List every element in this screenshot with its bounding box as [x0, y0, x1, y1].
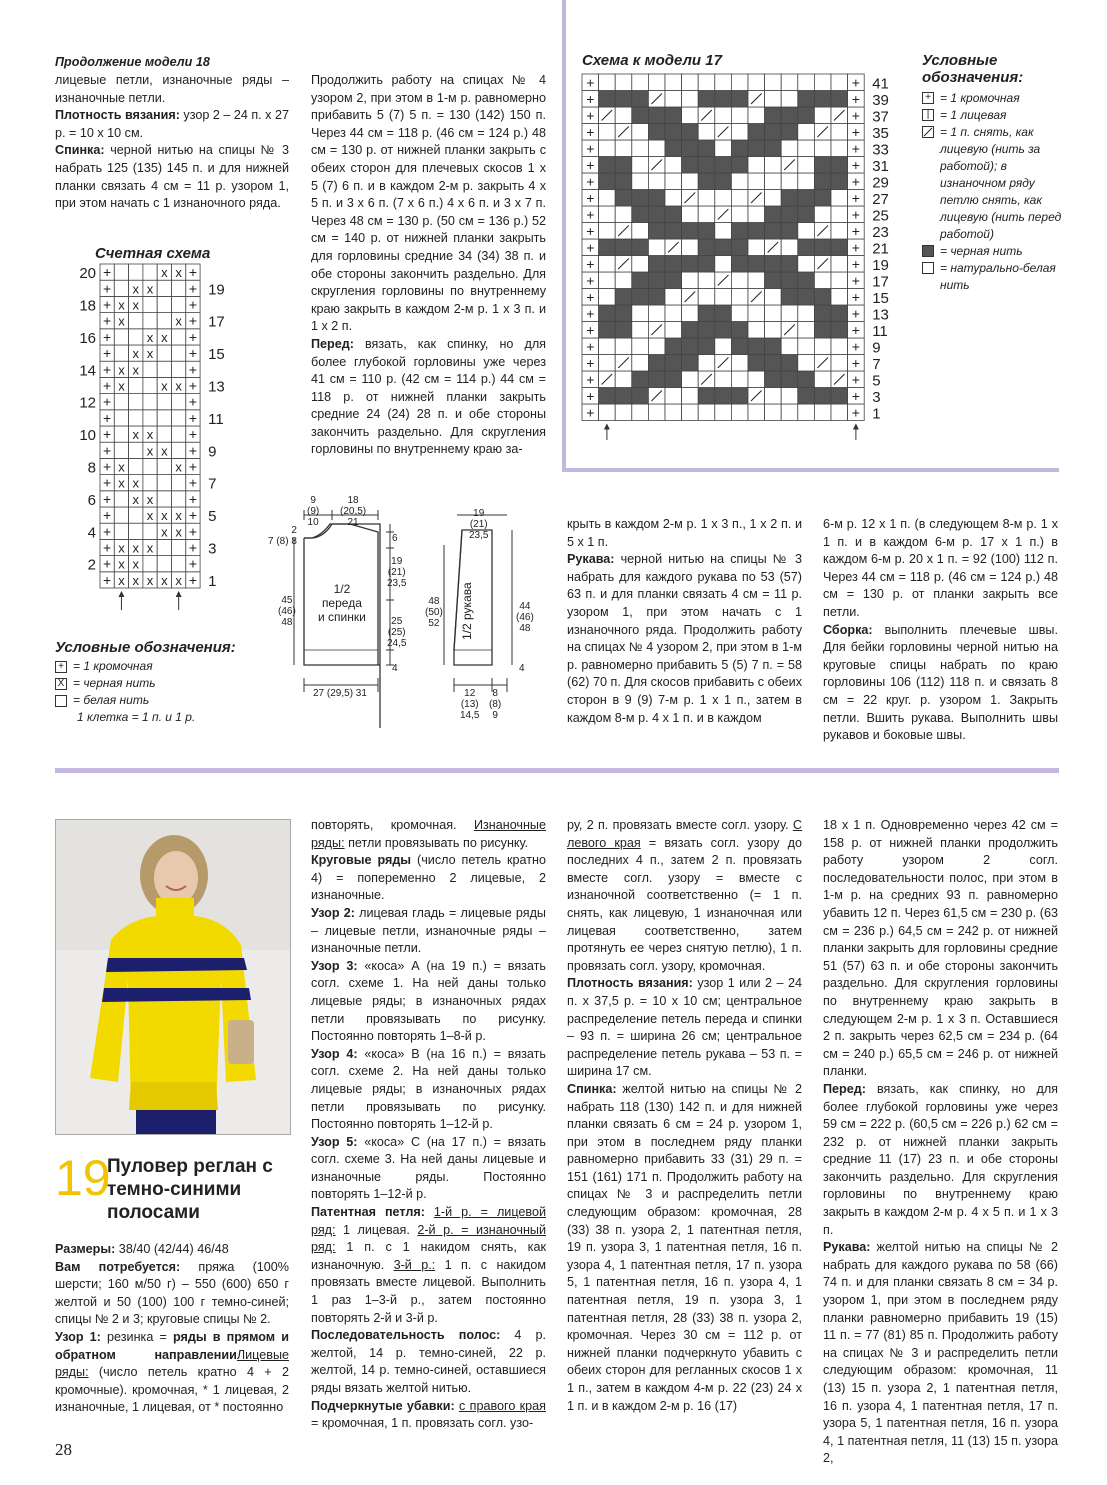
svg-text:+: +	[851, 338, 860, 355]
row-label: 1	[872, 405, 881, 423]
svg-text:x: x	[146, 329, 154, 345]
legend-symbol	[55, 695, 67, 707]
svg-text:x: x	[161, 524, 168, 540]
paragraph: Плотность вязания: узор 2 – 24 п. х 27 р. = 10 х 10 см.	[55, 108, 289, 140]
svg-text:+: +	[188, 458, 198, 475]
model19-col3	[567, 817, 802, 1415]
svg-text:+: +	[851, 90, 860, 107]
svg-text:+: +	[103, 426, 112, 443]
svg-text:x: x	[132, 475, 139, 491]
svg-text:+: +	[851, 156, 860, 173]
model17-legend	[922, 52, 1062, 294]
svg-text:x: x	[132, 491, 139, 507]
svg-text:+: +	[586, 272, 595, 289]
row-label: 16	[79, 329, 96, 347]
svg-text:+: +	[851, 173, 860, 190]
svg-text:+: +	[103, 345, 112, 362]
svg-text:x: x	[132, 297, 139, 313]
svg-text:x: x	[118, 572, 125, 588]
paragraph: Узор 5: «коса» С (на 17 п.) = вязать согл. схеме 3. На ней даны лицевые и изнаночные ряды. Постоянно повторять 1–12-й р.	[311, 1134, 546, 1202]
sleeve-dim-bottom1: 12 (13) 14,5	[460, 688, 480, 721]
row-label: 29	[872, 174, 889, 192]
svg-text:+: +	[586, 321, 595, 338]
svg-text:+: +	[586, 305, 595, 322]
svg-text:+: +	[103, 264, 112, 281]
sleeve-dim-left: 48 (50) 52	[425, 596, 443, 629]
row-label: 9	[872, 339, 881, 357]
legend-symbol: +	[922, 92, 934, 104]
svg-text:+: +	[851, 387, 860, 404]
svg-text:+: +	[188, 523, 198, 540]
row-label: 19	[872, 256, 889, 274]
svg-text:+: +	[586, 206, 595, 223]
svg-text:x: x	[175, 572, 182, 588]
svg-text:+: +	[851, 123, 860, 140]
row-label: 14	[79, 362, 96, 380]
row-label: 5	[208, 508, 217, 526]
row-label: 1	[208, 572, 217, 590]
model18-col3	[567, 516, 802, 727]
legend-item: = натурально-белая нить	[922, 260, 1062, 294]
row-label: 17	[872, 273, 889, 291]
row-label: 7	[872, 355, 881, 373]
model17-chart-title: Схема к модели 17	[582, 52, 722, 69]
row-label: 4	[87, 524, 96, 542]
svg-text:x: x	[118, 313, 125, 329]
svg-text:+: +	[586, 156, 595, 173]
svg-text:+: +	[188, 571, 198, 588]
svg-text:x: x	[175, 524, 182, 540]
legend-symbol: +	[55, 661, 67, 673]
svg-text:+: +	[188, 345, 198, 362]
front-dim-top2: 18 (20,5) 21	[340, 495, 367, 528]
svg-text:+: +	[103, 555, 112, 572]
svg-text:x: x	[132, 427, 139, 443]
front-dim-bottom: 27 (29,5) 31	[313, 688, 367, 699]
paragraph: Узор 4: «коса» В (на 16 п.) = вязать согл. схеме 2. На ней даны только лицевые ряды; в изнаночных рядах петли провязывать по рисунку. Постоянно повторять 1–12-й р.	[311, 1046, 546, 1132]
svg-text:+: +	[103, 361, 112, 378]
row-label: 35	[872, 124, 889, 142]
legend-item: = 1 п. снять, как лицевую (нить за работой); в изнаночном ряду петлю снять, как лицевую (нить перед работой)	[922, 124, 1062, 243]
row-label: 39	[872, 91, 889, 109]
svg-text:+: +	[103, 523, 112, 540]
svg-text:x: x	[132, 362, 139, 378]
row-label: 15	[208, 346, 225, 364]
front-dim-left: 45 (46) 48	[278, 595, 296, 628]
svg-text:+: +	[851, 74, 860, 91]
paragraph: повторять, кромочная. Изнаночные ряды: петли провязывать по рисунку.	[311, 818, 546, 850]
row-label: 37	[872, 108, 889, 126]
svg-text:+: +	[851, 371, 860, 388]
svg-text:x: x	[146, 443, 154, 459]
svg-text:+: +	[851, 239, 860, 256]
svg-text:+: +	[586, 404, 595, 421]
svg-text:x: x	[161, 572, 168, 588]
paragraph: Круговые ряды (число петель кратно 4) = попеременно 2 лицевые, 2 изнаночные.	[311, 853, 546, 903]
sleeve-dim-right: 44 (46) 48	[516, 601, 534, 634]
lilac-divider-vertical	[562, 0, 566, 472]
svg-text:+: +	[851, 305, 860, 322]
svg-text:+: +	[188, 264, 198, 281]
row-label: 19	[208, 281, 225, 299]
svg-text:x: x	[132, 281, 139, 297]
model18-col4	[823, 516, 1058, 745]
svg-text:+: +	[188, 328, 198, 345]
legend-item: = черная нить	[922, 243, 1062, 260]
legend-symbol	[922, 245, 934, 257]
front-label: 1/2 переда и спинки	[318, 582, 366, 624]
paragraph: Последовательность полос: 4 р. желтой, 14 р. темно-синей, 22 р. желтой, 14 р. темно-синей, оставшиеся ряды вязать желтой нитью.	[311, 1328, 546, 1395]
row-label: 12	[79, 394, 96, 412]
row-label: 9	[208, 443, 217, 461]
svg-text:x: x	[146, 508, 154, 524]
paragraph: Перед: вязать, как спинку, но для более глубокой горловины уже через 59 см = 222 р. (60,5 см = 226 р.) 62 см = 232 р. от нижней планки закрыть средние 11 (17) 23 п. и обе стороны закончить раздельно. Для скругления горловины по внутреннему краю закрыть в каждом 2-м р. 4 х 5 п. и 1 х 3 п.	[823, 1081, 1058, 1237]
svg-text:+: +	[586, 255, 595, 272]
row-label: 23	[872, 223, 889, 241]
row-label: 17	[208, 313, 225, 331]
svg-text:+: +	[851, 189, 860, 206]
row-label: 10	[79, 427, 96, 445]
lilac-divider-horizontal-top	[562, 468, 1059, 472]
front-dim-right4: 4	[392, 663, 398, 674]
row-label: 20	[79, 265, 96, 283]
svg-text:+: +	[851, 206, 860, 223]
model19-col1	[55, 1241, 289, 1417]
svg-text:+: +	[851, 140, 860, 157]
model18-heading: Продолжение модели 18	[55, 55, 210, 69]
row-label: 41	[872, 75, 889, 93]
model18-col2	[311, 72, 546, 459]
svg-text:+: +	[586, 107, 595, 124]
legend-item: + = 1 кромочная	[922, 90, 1062, 107]
row-label: 27	[872, 190, 889, 208]
svg-text:+: +	[586, 140, 595, 157]
row-label: 21	[872, 240, 889, 258]
paragraph: Узор 2: лицевая гладь = лицевые ряды – лицевые петли, изнаночные ряды – изнаночные петли.	[311, 905, 546, 956]
svg-text:x: x	[118, 540, 125, 556]
legend-symbol	[922, 262, 934, 274]
svg-text:x: x	[118, 475, 125, 491]
svg-text:+: +	[103, 539, 112, 556]
svg-text:x: x	[175, 378, 182, 394]
svg-text:+: +	[103, 280, 112, 297]
paragraph: крыть в каждом 2-м р. 1 х 3 п., 1 х 2 п. и 5 х 1 п.	[567, 517, 802, 549]
svg-text:+: +	[188, 555, 198, 572]
row-label: 13	[208, 378, 225, 396]
svg-text:x: x	[132, 540, 139, 556]
svg-text:+: +	[188, 426, 198, 443]
svg-text:+: +	[851, 272, 860, 289]
sleeve-dim-top: 19 (21) 23,5	[469, 508, 489, 541]
svg-text:+: +	[851, 321, 860, 338]
svg-text:+: +	[586, 222, 595, 239]
paragraph: ру, 2 п. провязать вместе согл. узору. С левого края = вязать согл. узору до последних 4 п., затем 2 п. провязать вместе согл. узору = вместе с изнаночной соответственно (= 1 п. снять, как лицевую, 1 изнаночная или лицевая соответственно, затем протянуть ее через снятую петлю), 1 п. провязать согл. узору, кромочная.	[567, 818, 802, 973]
paragraph: Спинка: черной нитью на спицы № 3 набрать 125 (135) 145 п. и для нижней планки связать 4 см = 11 р. узором 1, при этом начать с 1 изнаночного ряда.	[55, 143, 289, 211]
model18-legend-note: 1 клетка = 1 п. и 1 р.	[77, 710, 196, 724]
legend-item: | = 1 лицевая	[922, 107, 1062, 124]
svg-text:+: +	[103, 409, 112, 426]
svg-text:x: x	[146, 491, 154, 507]
svg-text:x: x	[146, 540, 154, 556]
front-dim-right1: 6	[392, 533, 398, 544]
row-label: 3	[872, 388, 881, 406]
svg-text:+: +	[586, 90, 595, 107]
svg-text:+: +	[586, 288, 595, 305]
svg-text:x: x	[175, 508, 182, 524]
svg-text:+: +	[103, 393, 112, 410]
svg-text:x: x	[175, 265, 182, 281]
svg-text:+: +	[188, 409, 198, 426]
sleeve-dim-right2: 4	[519, 663, 525, 674]
model19-photo	[55, 819, 291, 1135]
svg-text:+: +	[103, 571, 112, 588]
count-chart-title: Счетная схема	[95, 245, 211, 262]
legend-symbol	[922, 126, 934, 138]
svg-text:+: +	[103, 507, 112, 524]
paragraph: лицевые петли, изнаночные ряды – изнаночные петли.	[55, 73, 289, 105]
front-dim-neck: 2 7 (8) 8	[268, 525, 297, 547]
svg-text:+: +	[188, 474, 198, 491]
legend-symbol: X	[55, 678, 67, 690]
svg-text:+: +	[851, 288, 860, 305]
row-label: 15	[872, 289, 889, 307]
svg-text:+: +	[851, 255, 860, 272]
row-label: 7	[208, 475, 217, 493]
count-chart	[72, 262, 232, 620]
paragraph: 6-м р. 12 х 1 п. (в следующем 8-м р. 1 х 1 п. и в каждом 6-м р. 17 х 1 п.) в каждом 6-м р. 20 х 1 п. = 92 (100) 112 п. Через 44 см = 118 р. (46 см = 124 р.) 48 см = 130 р. от планки закрыть все петли.	[823, 517, 1058, 619]
svg-text:x: x	[118, 459, 125, 475]
page-number: 28	[55, 1440, 72, 1459]
svg-text:x: x	[132, 346, 139, 362]
legend-item: + = 1 кромочная	[55, 658, 265, 675]
paragraph: Патентная петля: 1-й р. = лицевой ряд: 1 лицевая. 2-й р. = изнаночный ряд: 1 п. с 1 накидом снять, как изнаночную. 3-й р.: 1 п. с накидом провязать вместе лицевой. Выполнить 1 раз 1–3-й р., затем постоянно повторять 2-й и 3-й р.	[311, 1205, 546, 1325]
model19-number: 19	[55, 1150, 111, 1206]
svg-text:x: x	[146, 281, 154, 297]
svg-text:+: +	[188, 280, 198, 297]
svg-text:+: +	[188, 490, 198, 507]
legend-item: = белая нить	[55, 692, 265, 709]
paragraph: Подчеркнутые убавки: с правого края = кромочная, 1 п. провязать согл. узо-	[311, 1398, 546, 1431]
svg-text:x: x	[161, 508, 168, 524]
svg-text:+: +	[188, 393, 198, 410]
svg-text:x: x	[161, 443, 168, 459]
svg-text:x: x	[146, 427, 154, 443]
svg-text:+: +	[586, 173, 595, 190]
front-dim-right2: 19 (21) 23,5	[387, 556, 407, 589]
paragraph: Вам потребуется: пряжа (100% шерсти; 160 м/50 г) – 550 (600) 650 г желтой и 50 (100) 100 г темно-синей; спицы № 2 и 3; круговые спицы № 2.	[55, 1259, 289, 1327]
svg-text:+: +	[103, 490, 112, 507]
paragraph: Продолжить работу на спицах № 4 узором 2, при этом в 1-м р. равномерно прибавить 5 (7) 5 п. = 130 (142) 150 п. Через 44 см = 118 р. (46 см = 124 р.) 48 см = 130 р. от нижней планки закрыть с обеих сторон для плечевых скосов 1 х 5 (7) 6 п. и в каждом 2-м р. закрыть 4 х 5 п. и 3 х 6 п. (7 х 6 п.) 4 х 6 п. и 3 х 7 п. Через 48 см = 130 р. (50 см = 136 р.) 52 см = 140 р. от нижней планки закрыть для горловины средние 34 (34) 38 п. и обе стороны закончить раздельно. Для скругления горловины по внутреннему краю закрыть в каждом 2-м р. 1 х 3 п. и 1 х 2 п.	[311, 73, 546, 334]
model17-legend-title: Условные обозначения:	[922, 52, 1024, 86]
svg-text:+: +	[103, 458, 112, 475]
svg-text:x: x	[161, 265, 168, 281]
model19-col4	[823, 817, 1058, 1468]
row-label: 11	[872, 322, 888, 340]
svg-text:+: +	[851, 107, 860, 124]
svg-text:+: +	[586, 387, 595, 404]
sleeve-label: 1/2 рукава	[460, 582, 474, 640]
paragraph: 18 х 1 п. Одновременно через 42 см = 158 р. от нижней планки продолжить работу узором 2 согл. последовательности полос, при этом в 1-м р. на средних 93 п. равномерно убавить 12 п. Через 61,5 см = 230 р. (63 см = 236 р.) 64,5 см = 242 р. от нижней планки закрыть для горловины средние 51 (57) 63 п. и обе стороны закончить раздельно. Для скругления горловины по внутреннему краю закрыть в следующем 2-м р. 1 х 3 п. Оставшиеся 2 п. закрыть через 62,5 см = 234 р. (64 см = 240 р.) 65,5 см = 246 р. от нижней планки.	[823, 818, 1058, 1079]
lilac-divider-horizontal	[55, 768, 1059, 773]
paragraph: Сборка: выполнить плечевые швы. Для бейки горловины черной нитью на круговые спицы набрать по краю горловины 106 (112) 118 п. и связать 8 см = 22 круг. р. узором 1. Закрыть петли. Вшить рукава. Выполнить швы рукавов и боковые швы.	[823, 622, 1058, 743]
svg-text:+: +	[188, 361, 198, 378]
svg-text:+: +	[103, 442, 112, 459]
svg-text:x: x	[118, 297, 125, 313]
row-label: 8	[87, 459, 96, 477]
svg-text:+: +	[103, 328, 112, 345]
model18-legend	[55, 639, 265, 726]
row-label: 31	[872, 157, 889, 175]
legend-item: X = черная нить	[55, 675, 265, 692]
svg-text:+: +	[188, 539, 198, 556]
svg-text:+: +	[188, 296, 198, 313]
row-label: 18	[79, 297, 96, 315]
model18-legend-title: Условные обозначения:	[55, 639, 236, 656]
paragraph: Перед: вязать, как спинку, но для более глубокой горловины уже через 41 см = 110 р. (42 см = 114 р.) 44 см = 118 р. от нижней планки закрыть средние 24 (24) 28 п. и обе стороны закончить раздельно. Для скругления горловины по внутреннему краю за-	[311, 336, 546, 457]
svg-text:+: +	[103, 377, 112, 394]
paragraph: Рукава: черной нитью на спицы № 3 набрать для каждого рукава по 53 (57) 63 п. и для планки связать 4 см = 11 р. узором 1, при этом начать с 1 изнаночного ряда. Продолжить работу на спицах № 4 узором 2, при этом в 1-м р. равномерно прибавить 5 (5) 7 п. = 58 (62) 70 п. Для скосов прибавить с обеих сторон в 9 (9) 7-м р. 1 х 1 п., затем в каждом 8-м р. 4 х 1 п. и в каждом	[567, 552, 802, 725]
row-label: 33	[872, 141, 889, 159]
row-label: 25	[872, 207, 889, 225]
paragraph: Спинка: желтой нитью на спицы № 2 набрать 118 (130) 142 п. и для нижней планки связать 6 см = 24 р. узором 1, при этом в последнем ряду планки равномерно прибавить 33 (31) 29 п. = 151 (161) 171 п. Продолжить работу на спицах № 3 и распределить петли следующим образом: кромочная, 28 (33) 38 п. узора 2, 1 патентная петля, 19 п. узора 3, 1 патентная петля, 16 п. узора 4, 1 патентная петля, 17 п. узора 5, 1 патентная петля, 16 п. узора 4, 1 патентная петля, 19 п. узора 3, 1 патентная петля, 28 (33) 38 п. узора 2, кромочная. Через 30 см = 112 р. от нижней планки подчеркнуто убавить с обеих сторон для регланных скосов 1 х 1 п., затем в каждом 4-м р. 22 (23) 24 х 1 п. и в каждом 2-м р. 16 (17)	[567, 1081, 802, 1413]
svg-text:+: +	[586, 338, 595, 355]
svg-text:+: +	[586, 74, 595, 91]
paragraph: Размеры: 38/40 (42/44) 46/48	[55, 1242, 229, 1256]
row-label: 6	[87, 491, 96, 509]
svg-text:+: +	[851, 222, 860, 239]
paragraph: Узор 3: «коса» А (на 19 п.) = вязать согл. схеме 1. На ней даны только лицевые ряды; в изнаночных рядах петли провязывать по рисунку. Постоянно повторять 1–8-й р.	[311, 958, 546, 1044]
front-dim-right3: 25 (25) 24,5	[387, 616, 407, 649]
model17-chart	[580, 72, 910, 440]
front-dim-top1: 9 (9) 10	[307, 495, 320, 528]
row-label: 2	[87, 556, 96, 574]
svg-text:+: +	[188, 442, 198, 459]
model19-col2	[311, 817, 546, 1433]
row-label: 5	[872, 372, 881, 390]
svg-text:+: +	[188, 312, 198, 329]
svg-text:x: x	[146, 346, 154, 362]
paragraph: Узор 1: резинка = ряды в прямом и обратном направленииЛицевые ряды: (число петель кратно 4 + 2 кромочные). кромочная, * 1 лицевая, 2 изнаночные, 1 лицевая, от * постоянно	[55, 1329, 289, 1415]
svg-text:x: x	[132, 556, 139, 572]
svg-text:+: +	[851, 354, 860, 371]
svg-text:x: x	[146, 572, 154, 588]
svg-text:+: +	[586, 123, 595, 140]
svg-text:+: +	[188, 377, 198, 394]
svg-text:+: +	[851, 404, 860, 421]
svg-text:+: +	[103, 312, 112, 329]
svg-text:+: +	[188, 507, 198, 524]
model18-col1	[55, 72, 289, 213]
svg-text:+: +	[586, 354, 595, 371]
svg-text:x: x	[118, 556, 125, 572]
svg-text:+: +	[103, 296, 112, 313]
paragraph: Плотность вязания: узор 1 или 2 – 24 п. х 37,5 р. = 10 х 10 см; центральное распределение петель переда и спинки – 93 п. = ширина 26 см; центральное распределение петель рукава – 53 п. = ширина 17 см.	[567, 976, 802, 1079]
svg-text:x: x	[161, 378, 168, 394]
svg-text:x: x	[118, 378, 125, 394]
svg-text:+: +	[586, 239, 595, 256]
row-label: 11	[208, 410, 224, 428]
svg-text:+: +	[103, 474, 112, 491]
svg-text:x: x	[132, 572, 139, 588]
svg-text:+: +	[586, 371, 595, 388]
svg-text:x: x	[175, 459, 182, 475]
sleeve-dim-bottom2: 8 (8) 9	[489, 688, 502, 721]
row-label: 13	[872, 306, 889, 324]
row-label: 3	[208, 540, 217, 558]
paragraph: Рукава: желтой нитью на спицы № 2 набрать для каждого рукава по 58 (66) 74 п. и для планки связать 8 см = 34 р. узором 1, при этом в последнем ряду планки равномерно прибавить 19 (15) 11 п. = 77 (81) 85 п. Продолжить работу на спицах № 3 и распределить петли следующим образом: кромочная, 11 (13) 15 п. узора 2, 1 патентная петля, 16 п. узора 4, 1 патентная петля, 17 п. узора 5, 1 патентная петля, 16 п. узора 4, 1 патентная петля, 11 (13) 15 п. узора 2,	[823, 1240, 1058, 1466]
svg-text:x: x	[175, 313, 182, 329]
legend-symbol: |	[922, 109, 934, 121]
svg-text:+: +	[586, 189, 595, 206]
svg-text:x: x	[118, 362, 125, 378]
svg-text:x: x	[161, 329, 168, 345]
model19-title: Пуловер реглан с темно-синими полосами	[107, 1156, 273, 1223]
